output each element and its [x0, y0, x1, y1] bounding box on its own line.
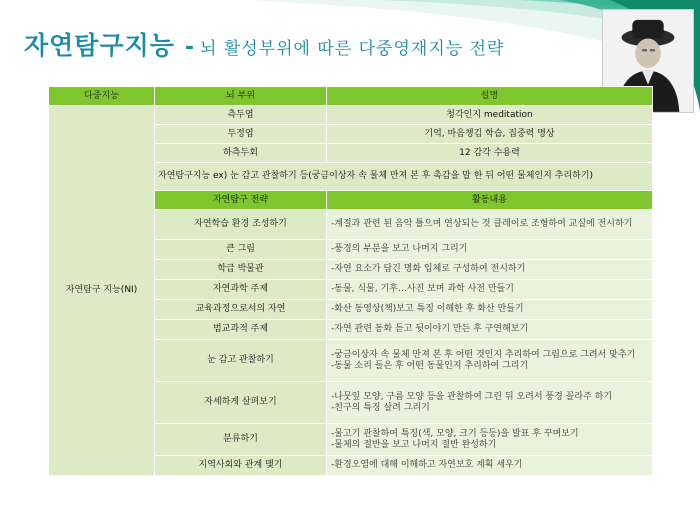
activity-line: -계절과 관련 된 음악 틀으며 연상되는 것 클레이로 조형하여 교실에 전시하기 [331, 219, 633, 229]
intelligence-cell: 자연탐구 지능(NI) [49, 106, 155, 476]
activity-line: -자연 관련 동화 듣고 뒷이야기 만든 후 구연해보기 [331, 324, 529, 334]
activity-line: -동물, 식물, 기후…사진 보며 과학 사전 만들기 [331, 284, 514, 294]
header-description: 설명 [327, 87, 653, 106]
strategy-activity [327, 280, 653, 300]
strategy-activity [327, 456, 653, 476]
activity-line: -친구의 특징 살려 그리기 [331, 402, 430, 413]
strategy-name: 자연학습 환경 조성하기 [155, 210, 327, 240]
strategy-name: 범교과적 주제 [155, 320, 327, 340]
activity-line: -환경오염에 대해 이해하고 자연보호 계획 세우기 [331, 460, 523, 470]
strategy-name: 학급 박물관 [155, 260, 327, 280]
brain-desc-cell: 청각인지 meditation [327, 106, 653, 125]
strategy-activity [327, 260, 653, 280]
activity-line: -나뭇잎 모양, 구름 모양 등을 관찰하여 그린 뒤 오려서 풍경 꼴라주 하기 [331, 391, 613, 402]
strategy-name: 눈 감고 관찰하기 [155, 340, 327, 382]
title-dash: - [184, 35, 195, 60]
activity-line: -자연 요소가 담긴 명화 입체로 구성하여 전시하기 [331, 264, 526, 274]
brain-desc-cell: 기억, 마음챙김 학습, 집중력 명상 [327, 125, 653, 144]
strategy-name: 교육과정으로서의 자연 [155, 300, 327, 320]
activity-line: -동물 소리 들은 후 어떤 동물인지 추리하여 그리기 [331, 360, 529, 371]
strategy-name: 지역사회와 관계 맺기 [155, 456, 327, 476]
header-brain-area: 뇌 부위 [155, 87, 327, 106]
title-main: 자연탐구지능 [24, 31, 175, 60]
strategy-activity [327, 382, 653, 424]
strategy-name: 자연과학 주제 [155, 280, 327, 300]
strategy-activity [327, 240, 653, 260]
intelligence-table-container [48, 86, 652, 476]
strategy-activity [327, 340, 653, 382]
activity-line: -물고기 관찰하여 특징(색, 모양, 크기 등등)을 발표 후 꾸며보기 [331, 428, 579, 439]
header-intelligence: 다중지능 [49, 87, 155, 106]
activity-line: -화산 동영상(책)보고 특징 이해한 후 화산 만들기 [331, 304, 524, 314]
table-row [49, 106, 653, 125]
header-strategy: 자연탐구 전략 [155, 191, 327, 210]
title-subtitle: 뇌 활성부위에 따른 다중영재지능 전략 [200, 39, 505, 59]
activity-line: -궁금이상자 속 물체 만져 본 후 어떤 것인지 추리하여 그림으로 그려서 맞추기 [331, 349, 636, 360]
table-header-row [49, 87, 653, 106]
activity-line: -물체의 절반을 보고 나머지 절반 완성하기 [331, 439, 497, 450]
brain-area-cell: 측두엽 [155, 106, 327, 125]
strategy-activity [327, 300, 653, 320]
strategy-activity [327, 210, 653, 240]
strategy-name: 분류하기 [155, 424, 327, 456]
brain-area-cell: 하측두회 [155, 144, 327, 163]
strategy-activity [327, 424, 653, 456]
strategy-name: 자세하게 살펴보기 [155, 382, 327, 424]
strategy-activity [327, 320, 653, 340]
strategy-name: 큰 그림 [155, 240, 327, 260]
intelligence-table [48, 86, 653, 476]
activity-line: -풍경의 부분을 보고 나머지 그리기 [331, 244, 468, 254]
header-activity: 활동내용 [327, 191, 653, 210]
brain-area-cell: 두정엽 [155, 125, 327, 144]
slide-title [24, 26, 504, 62]
note-cell: 자연탐구지능 ex) 눈 감고 관찰하기 등(궁금이상자 속 물체 만져 본 후 촉감을 말 한 뒤 어떤 물체인지 추리하기) [155, 163, 653, 191]
brain-desc-cell: 12 감각 수용력 [327, 144, 653, 163]
